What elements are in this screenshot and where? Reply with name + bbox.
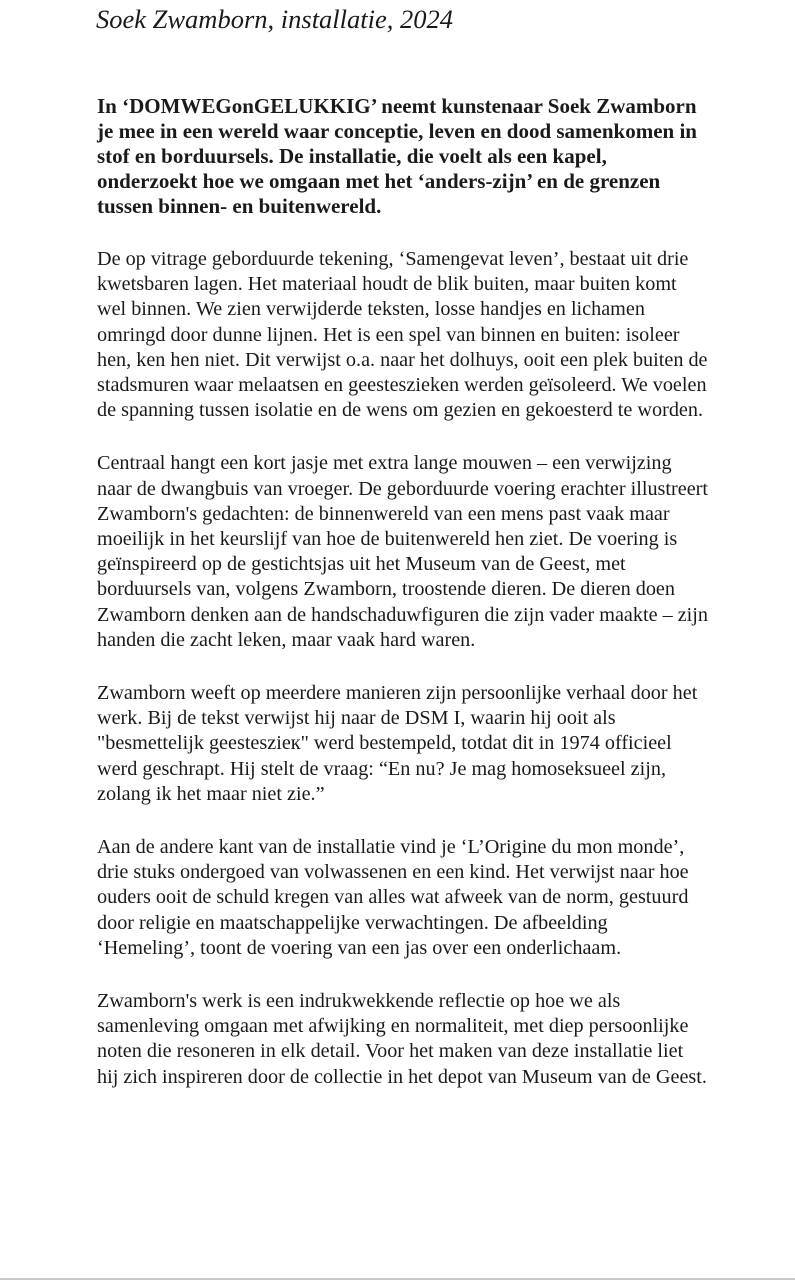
paragraph-jasje: Centraal hangt een kort jasje met extra lange mouwen – een verwijzing naar de dwangbuis van vroeger. De geborduurde voering erachter illustreert Zwamborn's gedachten: de binnenwereld van een mens past vaak maar moeilijk in het keurslijf van hoe de buitenwereld hen ziet. De voering is geïnspireerd op de gestichtsjas uit het Museum van de Geest, met borduursels van, volgens Zwamborn, troostende dieren. De dieren doen Zwamborn denken aan de handschaduwfiguren die zijn vader maakte – zijn handen die zacht leken, maar vaak hard waren. xyxy=(97,452,708,651)
paragraph-origine: Aan de andere kant van de installatie vind je ‘L’Origine du mon monde’, drie stuks ondergoed van volwassenen en een kind. Het verwijst naar hoe ouders ooit de schuld kregen van alles wat afweek van de norm, gestuurd door religie en maatschappelijke verwachtingen. De afbeelding ‘Hemeling’, toont de voering van een jas over een onderlichaam. xyxy=(97,836,689,959)
paragraph-samengevat-leven: De op vitrage geborduurde tekening, ‘Samengevat leven’, bestaat uit drie kwetsbaren lagen. Het materiaal houdt de blik buiten, maar buiten komt wel binnen. We zien verwijderde teksten, losse handjes en lichamen omringd door dunne lijnen. Het is een spel van binnen en buiten: isoleer hen, ken hen niet. Dit verwijst o.a. naar het dolhuys, ooit een plek buiten de stadsmuren waar melaatsen en geesteszieken werden geïsoleerd. We voelen de spanning tussen isolatie en de wens om gezien en gekoesterd te worden. xyxy=(97,248,708,422)
article-body xyxy=(97,94,709,1090)
lead-paragraph: In ‘DOMWEGonGELUKKIG’ neemt kunstenaar Soek Zwamborn je mee in een wereld waar conceptie, leven en dood samenkomen in stof en borduursels. De installatie, die voelt als een kapel, onderzoekt hoe we omgaan met het ‘anders-zijn’ en de grenzen tussen binnen- en buitenwereld. xyxy=(97,94,697,218)
paragraph-persoonlijk-verhaal: Zwamborn weeft op meerdere manieren zijn persoonlijke verhaal door het werk. Bij de tekst verwijst hij naar de DSM I, waarin hij ooit als "besmettelijk geesteszieк" werd bestempeld, totdat dit in 1974 officieel werd geschrapt. Hij stelt de vraag: “En nu? Je mag homoseksueel zijn, zolang ik het maar niet zie.” xyxy=(97,682,698,805)
page-title: Soek Zwamborn, installatie, 2024 xyxy=(96,4,454,34)
paragraph-conclusie: Zwamborn's werk is een indrukwekkende reflectie op hoe we als samenleving omgaan met afwijking en normaliteit, met diep persoonlijke noten die resoneren in elk detail. Voor het maken van deze installatie liet hij zich inspireren door de collectie in het depot van Museum van de Geest. xyxy=(97,990,707,1088)
